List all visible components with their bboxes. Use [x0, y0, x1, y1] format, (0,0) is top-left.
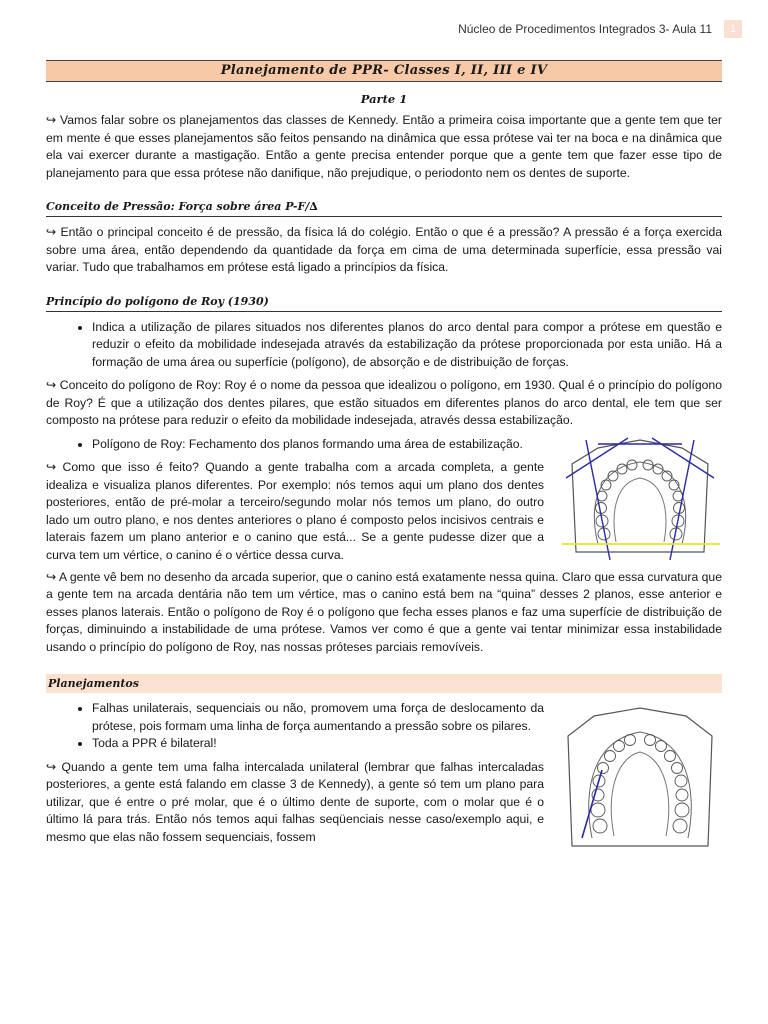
- dental-arch-polygon-image: [558, 434, 722, 564]
- roy-concept-paragraph: ↪ Conceito do polígono de Roy: Roy é o nome da pessoa que idealizou o polígono, em 1930. Qual é o princípio do polígono de Roy? É que a utilização dos dentes pilares, que estão situados em diferentes planos do arco dental, ele tem que ser composto na prótese para reduzir o efeito da mobilidade indesejada, através dessa estabilização.: [46, 378, 722, 427]
- list-item: • Falhas unilaterais, sequenciais ou não, promovem uma força de deslocamento da prótese, pois formam uma linha de força aumentando a pressão sobre os pilares.: [92, 700, 544, 735]
- arch-figure-planejamentos: [558, 700, 722, 855]
- pressao-paragraph: ↪ Então o principal conceito é de pressão, da física lá do colégio. Então o que é a pressão? A pressão é a força exercida sobre uma área, então dependendo da quantidade da força em cima de uma determinada superfície, essa pressão vai variar. Tudo que trabalhamos em prótese está ligado a princípios da física.: [46, 225, 722, 274]
- roy-list-2: [46, 436, 544, 454]
- page-header: [0, 22, 768, 42]
- roy-arch-paragraph: ↪ A gente vê bem no desenho da arcada superior, que o canino está exatamente nessa quina. Claro que essa curvatura que a gente tem na arcada dentária não tem um vértice, mas o canino está bem na “quina” desses 2 planos, esse anterior e esses planos laterais. Então o polígono de Roy é o polígono que fecha esses planos e faz uma superfície de distribuição de forças, diminuindo a instabilidade de uma prótese. Vamos ver como é que a gente vai tentar minimizar essa instabilidade usando o princípio do polígono de Roy, nas nossas próteses parciais removíveis.: [46, 569, 722, 654]
- document-title: Planejamento de PPR- Classes I, II, III e IV: [46, 60, 722, 82]
- intro-paragraph: ↪ Vamos falar sobre os planejamentos das classes de Kennedy. Então a primeira coisa importante que a gente tem que ter em mente é que esses planejamentos são feitos pensando na dinâmica que essa prótese vai ter na boca e na dinâmica que ela vai exercer durante a mastigação. Então a gente precisa entender porque que a gente tem que fazer esse tipo de planejamento para que essa prótese não danifique, não prejudique, o periodonto nem os dentes de suporte.: [46, 113, 722, 180]
- roy-list: [46, 319, 722, 372]
- list-item: • Polígono de Roy: Fechamento dos planos formando uma área de estabilização.: [92, 436, 544, 454]
- section-heading-roy: Princípio do polígono de Roy (1930): [46, 295, 722, 312]
- section-heading-planejamentos: Planejamentos: [46, 674, 722, 693]
- list-item: • Toda a PPR é bilateral!: [92, 735, 544, 753]
- document-body: [46, 60, 722, 855]
- dental-arch-unilateral-image: [558, 700, 722, 850]
- arch-figure-roy: [558, 434, 722, 569]
- page-number: 1: [724, 20, 742, 38]
- header-title: Núcleo de Procedimentos Integrados 3- Aula 11: [458, 22, 712, 36]
- list-item: • Indica a utilização de pilares situados nos diferentes planos do arco dental para compor a prótese em questão e reduzir o efeito da mobilidade indesejada através da estabilização da prótese proporcionada por esta união. Há a formação de uma área ou superfície (polígono), de absorção e de distribuição de forças.: [92, 319, 722, 372]
- planejamentos-list: [46, 700, 544, 753]
- roy-how-paragraph: ↪ Como que isso é feito? Quando a gente trabalha com a arcada completa, a gente idealiza e visualiza planos diferentes. Por exemplo: nós temos aqui um plano dos dentes posteriores, então de pré-molar a terceiro/segundo molar nós temos um plano, do outro lado um outro plano, e nos dentes anteriores o plano é composto pelos incisivos centrais e laterais fazem um plano anterior e o canino que está... Se a gente pudesse dizer que a curva tem um vértice, o canino é o vértice dessa curva.: [46, 460, 544, 562]
- planejamentos-paragraph: ↪ Quando a gente tem uma falha intercalada unilateral (lembrar que falhas intercaladas posteriores, a gente está falando em classe 3 de Kennedy), a gente só tem um plano para utilizar, que é entre o pré molar, que é o último dente de suporte, com o molar que é o último lá para trás. Então nós temos aqui falhas seqüenciais nesse caso/exemplo aqui, e mesmo que elas não fossem sequenciais, fossem: [46, 759, 544, 844]
- part-heading: Parte 1: [360, 92, 408, 106]
- section-heading-pressao: Conceito de Pressão: Força sobre área P-F/∆: [46, 200, 722, 217]
